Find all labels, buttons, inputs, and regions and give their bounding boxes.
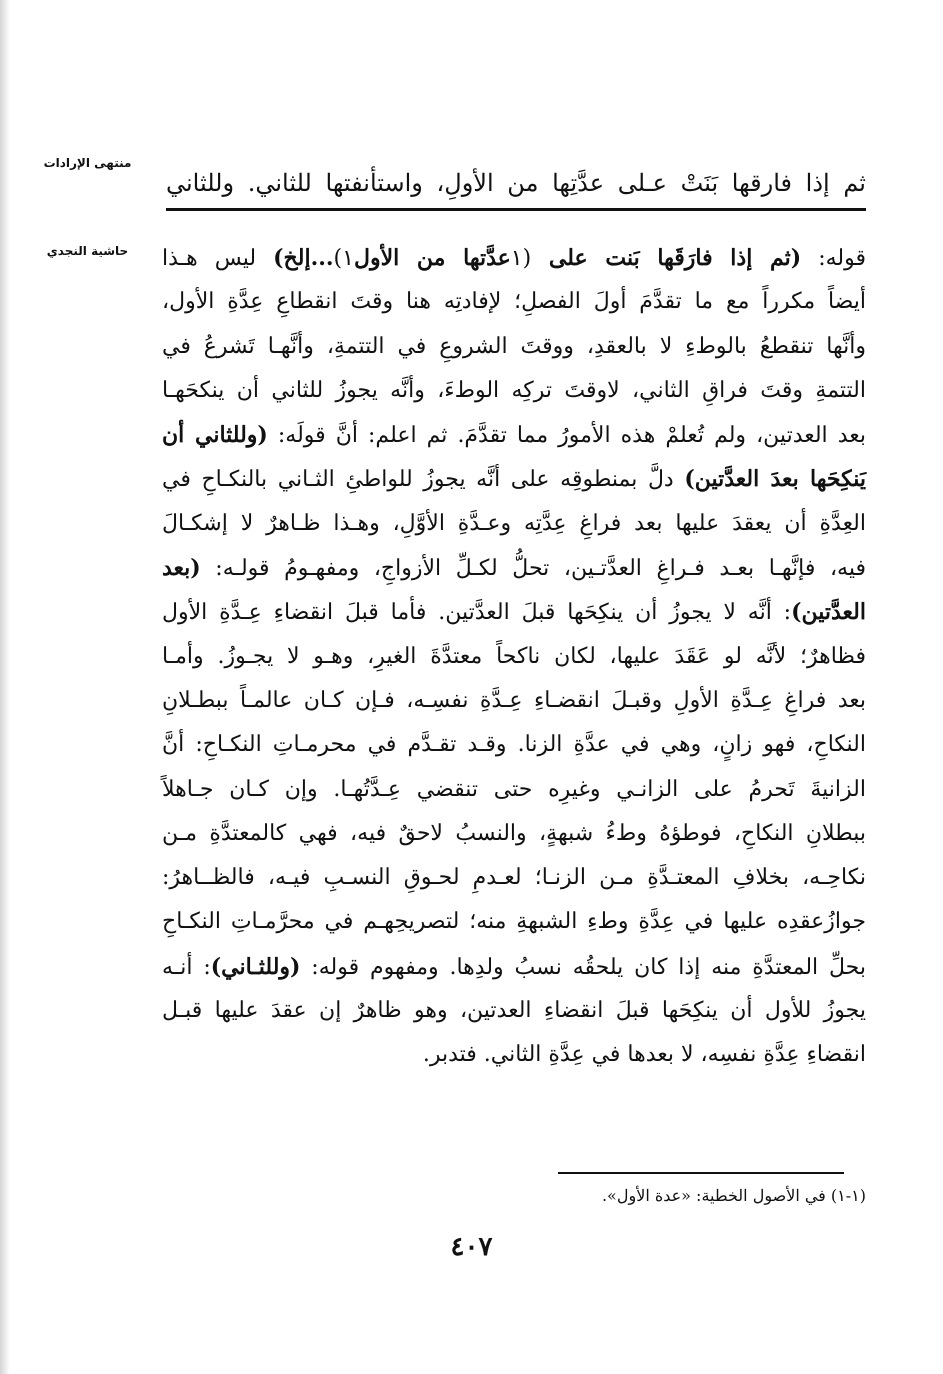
text-segment: بعد فراغِ عِـدَّةِ الأولِ وقبـلَ انقضـاءِ عِـدَّةِ نفسِـه، فـإن كـان عالمـاً ببطـلانِ [162,687,866,713]
text-line [162,635,866,679]
text-line [162,989,866,1033]
text-line [162,1033,866,1077]
text-line [162,945,866,989]
bold-text-segment: (وللثـاني) [210,953,301,980]
side-label-commentary: حاشية النجدي [46,244,129,258]
commentary-body [162,236,866,1078]
scan-edge-shadow [0,0,10,1374]
text-line [162,856,866,900]
text-line [162,590,866,634]
text-line [162,457,866,501]
bold-text-segment: عدَّتها من الأول [353,245,511,271]
text-line [162,723,866,767]
bold-text-segment: يَنكِحَها بعدَ العدَّتين) [684,466,867,493]
text-line [162,679,866,723]
text-segment: بعد العدتين، ولم تُعلمْ هذه الأمورُ مما تقدَّمَ. ثم اعلم: أنَّ قولَه: [267,423,866,449]
text-segment: يجوزُ للأول أن ينكِحَها قبلَ انقضاءِ العدتين، وهو ظاهرٌ إن عقدَ عليها قبـل [162,998,866,1024]
bold-text-segment: (بعد [162,555,201,582]
text-segment: جوازُعقدِه عليها في عِدَّةِ وطءِ الشبهةِ منه؛ لتصريحِهـم في محرَّمـاتِ النكـاحِ [162,909,866,935]
text-segment: : أنـه [162,954,211,980]
text-line [162,502,866,546]
text-segment: النكاحِ، فهو زانٍ، وهي في عدَّةِ الزنا. وقـد تقـدَّم في محرمـاتِ النكـاحِ: أنَّ [162,732,866,758]
text-line [162,812,866,856]
text-segment: (١ [510,246,532,271]
text-line [162,900,866,944]
main-text-divider [166,208,866,211]
text-segment: العِدَّةِ أن يعقدَ عليها بعد فراغِ عِدَّتِه وعـدَّةِ الأوَّلِ، وهـذا ظـاهرٌ لا إشكـالَ [162,510,866,536]
text-segment: فيه، فإنَّهـا بعـد فـراغِ العدَّتـين، تحلُّ لكـلِّ الأزواجِ، ومفهـومُ قولـه: [200,556,866,582]
text-segment: ١) [333,246,354,271]
main-text-line: ثم إذا فارقها بَنَتْ عـلى عدَّتِها من الأولِ، واستأنفتها للثاني. وللثاني [166,169,866,197]
page-number: ٤٠٧ [450,1232,493,1262]
text-segment: فظاهرٌ؛ لأنَّه لو عَقَدَ عليها، لكان ناكحاً معتدَّةَ الغيرِ، وهـو لا يجـوزُ. وأمـا [162,643,866,669]
bold-text-segment: (وللثاني أن [162,422,268,449]
text-segment: بحلِّ المعتدَّةِ منه إذا كان يلحقُه نسبُ ولدِها. ومفهوم قوله: [300,954,866,980]
text-segment: أيضاً مكرراً مع ما تقدَّمَ أولَ الفصلِ؛ لإفادتِه هنا وقتَ انقطاعِ عِدَّةِ الأول، [162,289,866,315]
text-line [162,369,866,413]
text-segment: وأنَّها تنقطعُ بالوطءِ لا بالعقدِ، ووقتَ الشروعِ في التتمةِ، وأنَّهـا تَشرعُ في [162,333,866,359]
footnote: (١-١) في الأصول الخطية: «عدة الأول». [601,1186,866,1205]
text-line [162,325,866,369]
text-segment: ببطلانِ النكاحِ، فوطؤهُ وطءُ شبهةٍ، والنسبُ لاحقٌ فيه، فهي كالمعتدَّةِ مـن [162,820,866,846]
text-line [162,413,866,457]
text-line [162,768,866,812]
footnote-divider [558,1172,844,1174]
text-segment: قوله: [801,246,866,271]
text-segment: التتمةِ وقتَ فراقِ الثاني، لاوقتَ تركِه الوطءَ، وأنَّه يجوزُ للثاني أن ينكحَهـا [162,377,866,403]
text-segment: نكاحِـه، بخلافِ المعتـدَّةِ مـن الزنـا؛ لعـدمِ لحـوقِ النسـبِ فيـه، فالظــاهرُ: [162,865,866,891]
text-segment: دلَّ بمنطوقِه على أنَّه يجوزُ للواطئِ الثـاني بالنكـاحِ في [162,467,685,493]
text-line [162,236,866,280]
bold-text-segment: ...إلخ) [273,245,334,271]
text-line [162,546,866,590]
text-line [162,280,866,324]
bold-text-segment: العدَّتين) [791,599,866,626]
text-segment: ليس هـذا [162,246,274,271]
side-label-source: منتهى الإرادات [43,156,132,170]
bold-text-segment: (ثم إذا فارَقَها بَنت على [531,245,802,271]
text-segment: انقضاءِ عِدَّةِ نفسِه، لا بعدها في عِدَّةِ الثاني. فتدبر. [422,1042,866,1068]
text-segment: : أنَّه لا يجوزُ أن ينكِحَها قبلَ العدَّتين. فأما قبلَ انقضاءِ عِـدَّةِ الأول [162,600,792,626]
text-segment: الزانيةَ تَحرمُ على الزانـي وغيرِه حتى تنقضي عِـدَّتُهـا. وإن كـان جـاهلاً [162,776,866,802]
